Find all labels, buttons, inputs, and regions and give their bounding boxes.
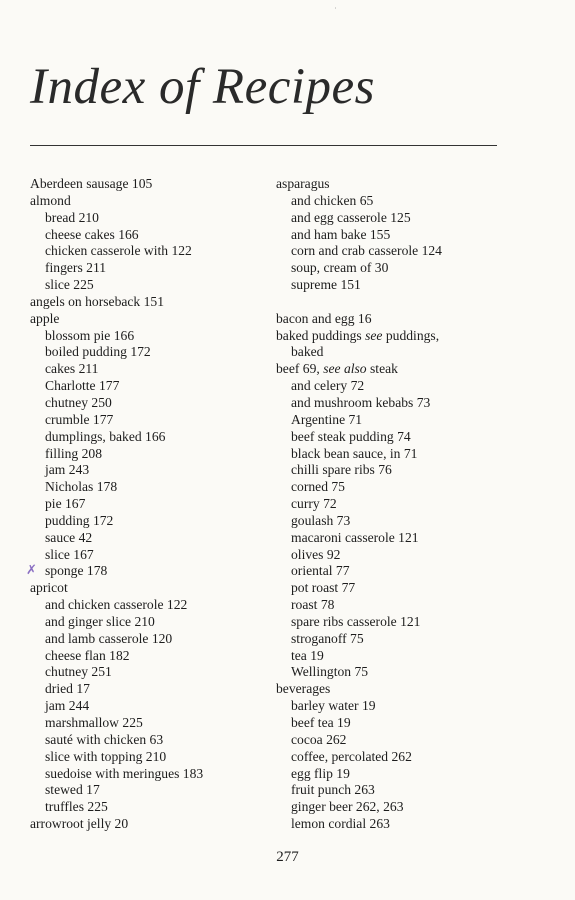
entry-text: stewed 17 [45, 782, 100, 798]
index-entry [276, 328, 536, 345]
entry-text: Wellington 75 [291, 664, 369, 680]
index-subentry [30, 597, 270, 614]
entry-text: apricot [30, 580, 68, 596]
index-subentry [30, 547, 270, 564]
entry-text: cheese cakes 166 [45, 226, 139, 242]
index-entry [276, 681, 536, 698]
entry-text: Argentine 71 [291, 411, 363, 427]
entry-text: chicken casserole with 122 [45, 243, 192, 259]
paper-speck-icon: ˙ [334, 6, 337, 16]
index-entry [276, 311, 536, 328]
entry-text: chutney 250 [45, 394, 112, 410]
entry-text: arrowroot jelly 20 [30, 816, 129, 832]
page-title: Index of Recipes [30, 59, 376, 115]
pencil-mark-icon: ✗ [26, 562, 37, 577]
index-entry [276, 361, 536, 378]
entry-text: lemon cordial 263 [291, 816, 390, 832]
index-subentry [276, 799, 536, 816]
index-subentry [30, 698, 270, 715]
entry-text: and lamb casserole 120 [45, 630, 173, 646]
entry-text: filling 208 [45, 445, 103, 461]
entry-text: coffee, percolated 262 [291, 748, 412, 764]
entry-text: egg flip 19 [291, 765, 350, 781]
index-subentry [276, 429, 536, 446]
index-subentry [276, 513, 536, 530]
entry-text: corned 75 [291, 479, 345, 495]
title-rule [30, 145, 497, 146]
index-entry [30, 294, 270, 311]
index-subentry [276, 631, 536, 648]
index-subentry [30, 799, 270, 816]
index-subentry [30, 648, 270, 665]
index-subentry [30, 328, 270, 345]
entry-text: roast 78 [291, 597, 335, 613]
page-number: 277 [276, 849, 299, 865]
see-reference: see [365, 327, 383, 343]
entry-text: asparagus [276, 176, 330, 191]
index-subentry [30, 513, 270, 530]
entry-text: angels on horseback 151 [30, 293, 165, 309]
index-subentry [276, 193, 536, 210]
index-subentry [276, 462, 536, 479]
index-entry [30, 580, 270, 597]
entry-text: almond [30, 192, 71, 208]
entry-text: stroganoff 75 [291, 630, 364, 646]
index-subentry [276, 243, 536, 260]
index-subentry [30, 664, 270, 681]
index-subentry [30, 479, 270, 496]
entry-text: marshmallow 225 [45, 715, 143, 730]
entry-text: and mushroom kebabs 73 [291, 394, 431, 410]
index-subentry [276, 614, 536, 631]
index-subentry [30, 462, 270, 479]
index-subentry [276, 664, 536, 681]
index-subentry [276, 496, 536, 513]
entry-text: blossom pie 166 [45, 327, 135, 343]
entry-text: slice 167 [45, 546, 94, 562]
entry-text: jam 244 [45, 698, 90, 714]
entry-text: pot roast 77 [291, 580, 356, 596]
entry-text: oriental 77 [291, 563, 350, 579]
entry-text: corn and crab casserole 124 [291, 243, 442, 259]
entry-text: jam 243 [45, 462, 90, 478]
entry-text: olives 92 [291, 546, 341, 562]
index-subentry [276, 277, 536, 294]
entry-text: curry 72 [291, 496, 337, 512]
entry-text: baked [291, 344, 324, 360]
entry-text: pie 167 [45, 496, 86, 512]
index-subentry [276, 597, 536, 614]
index-entry [30, 311, 270, 328]
index-entry [30, 193, 270, 210]
index-subentry [276, 260, 536, 277]
entry-text-after: steak [366, 361, 398, 377]
index-subentry [30, 277, 270, 294]
index-subentry [30, 395, 270, 412]
index-subentry [30, 530, 270, 547]
entry-text: beef tea 19 [291, 715, 351, 730]
index-subentry [276, 732, 536, 749]
entry-text: dried 17 [45, 681, 90, 697]
index-subentry [30, 429, 270, 446]
index-entry [30, 816, 270, 833]
entry-text: baked puddings [276, 327, 366, 343]
index-subentry [276, 547, 536, 564]
entry-text: slice with topping 210 [45, 748, 167, 764]
index-subentry [276, 563, 536, 580]
entry-text: macaroni casserole 121 [291, 529, 419, 545]
see-reference: see also [323, 361, 367, 377]
index-subentry [30, 614, 270, 631]
entry-text: sauce 42 [45, 529, 93, 545]
entry-text: pudding 172 [45, 512, 114, 528]
entry-text: fruit punch 263 [291, 782, 375, 798]
entry-text-after: puddings, [382, 327, 440, 343]
entry-text: soup, cream of 30 [291, 260, 389, 276]
index-subentry [30, 344, 270, 361]
entry-text: beef steak pudding 74 [291, 428, 411, 444]
index-subentry [276, 210, 536, 227]
index-subentry [276, 648, 536, 665]
entry-text: beef 69, [276, 361, 324, 377]
entry-text: boiled pudding 172 [45, 344, 151, 360]
index-subentry [30, 260, 270, 277]
entry-text: sponge 178 [45, 563, 108, 579]
entry-text: dumplings, baked 166 [45, 428, 166, 444]
index-subentry [276, 580, 536, 597]
entry-text: and ham bake 155 [291, 226, 391, 242]
index-subentry [276, 715, 536, 732]
index-subentry [276, 530, 536, 547]
entry-text: bread 210 [45, 209, 99, 225]
entry-text: cakes 211 [45, 361, 99, 377]
entry-text: and celery 72 [291, 378, 365, 394]
index-entry [30, 176, 270, 193]
index-subentry [30, 496, 270, 513]
entry-text: bacon and egg 16 [276, 310, 372, 326]
index-column-right [276, 176, 536, 833]
index-subentry [276, 749, 536, 766]
entry-text: Charlotte 177 [45, 378, 120, 394]
index-subentry [30, 378, 270, 395]
index-subentry [30, 766, 270, 783]
index-subentry [30, 446, 270, 463]
index-subentry [30, 681, 270, 698]
index-subentry [30, 631, 270, 648]
entry-text: cocoa 262 [291, 731, 347, 747]
entry-text: ginger beer 262, 263 [291, 799, 404, 815]
index-subentry [30, 210, 270, 227]
entry-text: supreme 151 [291, 277, 361, 293]
entry-text: chilli spare ribs 76 [291, 462, 392, 478]
index-subentry [276, 446, 536, 463]
index-subentry [30, 749, 270, 766]
entry-text: Nicholas 178 [45, 479, 118, 495]
entry-text: suedoise with meringues 183 [45, 765, 204, 781]
entry-text: goulash 73 [291, 512, 351, 528]
entry-text: slice 225 [45, 277, 94, 293]
index-subentry [276, 782, 536, 799]
index-subentry [276, 816, 536, 833]
index-subentry [30, 732, 270, 749]
index-column-left [30, 176, 270, 833]
entry-text: crumble 177 [45, 411, 114, 427]
index-subentry [30, 563, 270, 580]
entry-text: apple [30, 310, 60, 326]
entry-text: fingers 211 [45, 260, 107, 276]
index-subentry [276, 412, 536, 429]
index-subentry [30, 243, 270, 260]
entry-text: chutney 251 [45, 664, 112, 680]
index-subentry [30, 361, 270, 378]
entry-text: and ginger slice 210 [45, 613, 155, 629]
entry-text: truffles 225 [45, 799, 108, 815]
index-subentry [30, 412, 270, 429]
entry-text: Aberdeen sausage 105 [30, 176, 153, 191]
index-entry [276, 176, 536, 193]
entry-text: and chicken casserole 122 [45, 597, 188, 613]
index-subentry [276, 395, 536, 412]
index-subentry [276, 698, 536, 715]
entry-text: and egg casserole 125 [291, 209, 411, 225]
entry-text: and chicken 65 [291, 192, 374, 208]
index-subentry [30, 715, 270, 732]
entry-text: black bean sauce, in 71 [291, 445, 418, 461]
index-subentry [30, 782, 270, 799]
index-spacer [276, 294, 536, 311]
entry-text: barley water 19 [291, 698, 376, 714]
entry-text: tea 19 [291, 647, 324, 663]
index-subentry [276, 378, 536, 395]
entry-text: sauté with chicken 63 [45, 731, 164, 747]
entry-text: cheese flan 182 [45, 647, 130, 663]
index-subentry [276, 344, 536, 361]
index-subentry [30, 227, 270, 244]
entry-text: beverages [276, 681, 331, 697]
index-subentry [276, 479, 536, 496]
index-subentry [276, 227, 536, 244]
entry-text: spare ribs casserole 121 [291, 613, 421, 629]
index-subentry [276, 766, 536, 783]
